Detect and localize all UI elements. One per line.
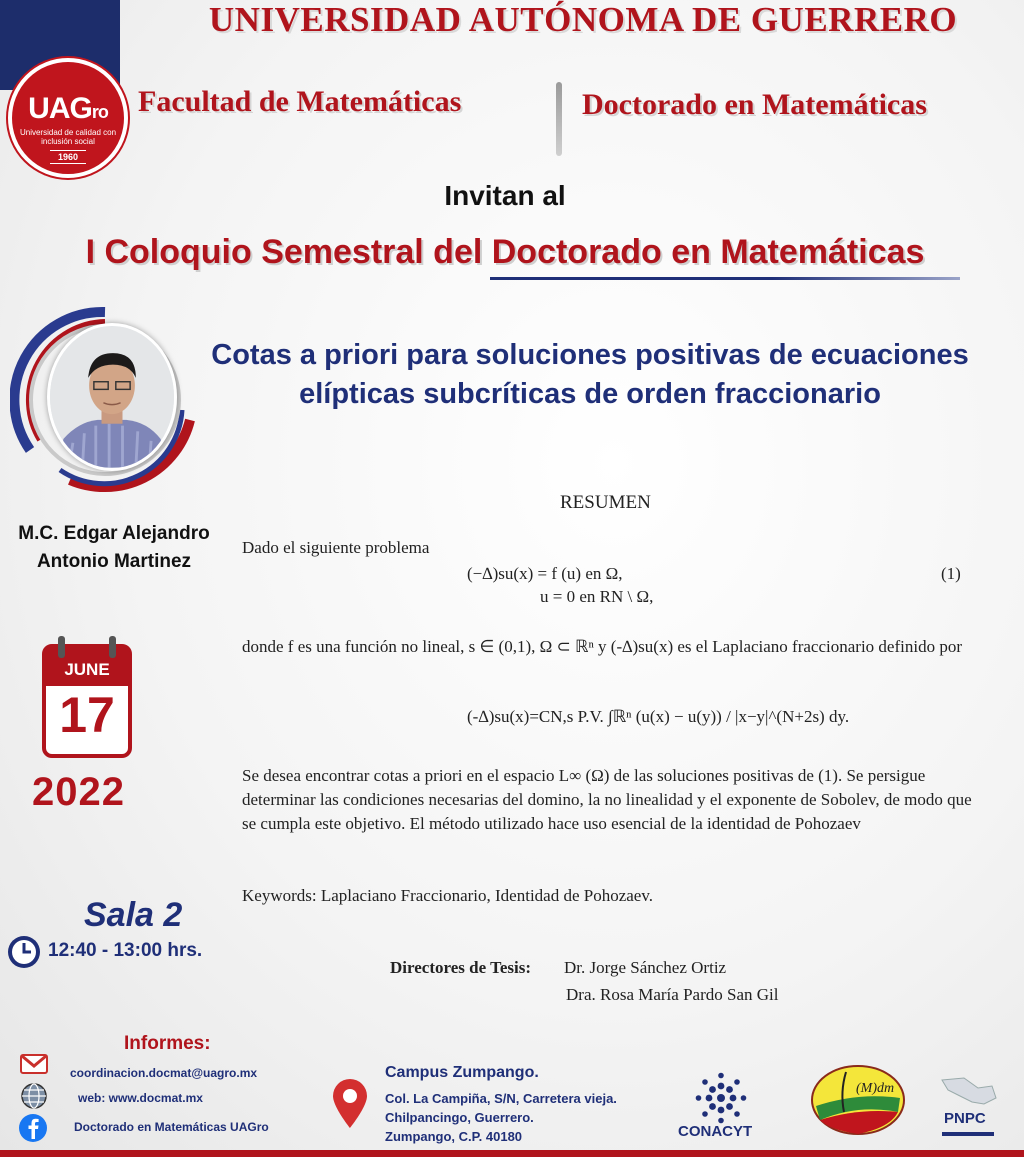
conacyt-label: CONACYT — [678, 1123, 753, 1140]
campus-address — [385, 1089, 617, 1146]
facebook-icon — [18, 1113, 48, 1143]
equation-2: u = 0 en RN \ Ω, — [540, 587, 654, 606]
title-underline — [490, 277, 960, 280]
website-link[interactable]: web: www.docmat.mx — [78, 1091, 203, 1105]
event-time: 12:40 - 13:00 hrs. — [48, 940, 203, 961]
advisor-1: Dr. Jorge Sánchez Ortiz — [564, 958, 727, 977]
mdm-logo — [810, 1062, 906, 1138]
pnpc-map-logo — [938, 1074, 998, 1140]
location-pin-icon — [330, 1077, 370, 1129]
email-link[interactable]: coordinacion.docmat@uagro.mx — [70, 1066, 258, 1080]
calendar-month: JUNE — [64, 660, 110, 679]
address-line-2: Chilpancingo, Guerrero. — [385, 1110, 534, 1125]
header-divider — [556, 82, 562, 156]
speaker-name-line-1: M.C. Edgar Alejandro — [18, 523, 210, 544]
mail-icon — [20, 1054, 48, 1074]
contact-heading: Informes: — [124, 1033, 211, 1054]
abstract-heading: RESUMEN — [560, 492, 651, 513]
speaker-photo — [47, 323, 177, 471]
clock-icon — [6, 934, 42, 970]
abstract-body: Se desea encontrar cotas a priori en el espacio L∞ (Ω) de las soluciones positivas de (1). Se persigue determinar las condiciones necesarias del domino, la no linealidad y el exponente de Sobolev, de modo que se cumpla este objetivo. El método utilizado hace uso esencial de la identidad de Pohozaev — [242, 766, 972, 833]
event-name: I Coloquio Semestral del Doctorado en Matemáticas — [85, 233, 925, 271]
equation-1: (−∆)su(x) = f (u) en Ω, — [467, 564, 623, 583]
calendar-day: 17 — [59, 687, 115, 743]
fractional-laplacian-formula: (-∆)su(x)=CN,s P.V. ∫ℝⁿ (u(x) − u(y)) / |x−y|^(N+2s) dy. — [467, 707, 850, 726]
speaker-name-line-2: Antonio Martinez — [36, 551, 192, 572]
faculty-name: Facultad de Matemáticas — [138, 85, 462, 118]
invite-text: Invitan al — [444, 180, 566, 211]
speaker-name — [8, 520, 220, 576]
event-year: 2022 — [32, 770, 125, 814]
facebook-link[interactable]: Doctorado en Matemáticas UAGro — [74, 1120, 269, 1134]
abstract-definition: donde f es una función no lineal, s ∈ (0,1), Ω ⊂ ℝⁿ y (-∆)su(x) es el Laplaciano fraccionario definido por — [242, 637, 962, 656]
program-name: Doctorado en Matemáticas — [582, 88, 927, 121]
address-line-3: Zumpango, C.P. 40180 — [385, 1129, 523, 1144]
advisor-2: Dra. Rosa María Pardo San Gil — [566, 985, 779, 1004]
pnpc-label: PNPC — [944, 1110, 986, 1127]
abstract-keywords: Keywords: Laplaciano Fraccionario, Identidad de Pohozaev. — [242, 886, 653, 905]
footer-bar — [0, 1150, 1024, 1157]
university-title: UNIVERSIDAD AUTÓNOMA DE GUERRERO — [208, 0, 958, 39]
mdm-text: (M)dm — [856, 1081, 895, 1096]
globe-icon — [20, 1082, 48, 1110]
room-label: Sala 2 — [84, 896, 183, 934]
uagro-logo: UAGro Universidad de calidad con inclusión social 1960 — [8, 58, 128, 178]
conacyt-logo — [695, 1072, 747, 1124]
equation-number: (1) — [941, 564, 961, 583]
advisors-label: Directores de Tesis: — [390, 958, 532, 977]
talk-title: Cotas a priori para soluciones positivas de ecuaciones elípticas subcríticas de orden fraccionario — [211, 339, 969, 410]
address-line-1: Col. La Campiña, S/N, Carretera vieja. — [385, 1091, 617, 1106]
abstract-intro: Dado el siguiente problema — [242, 538, 430, 557]
campus-name: Campus Zumpango. — [385, 1064, 539, 1081]
